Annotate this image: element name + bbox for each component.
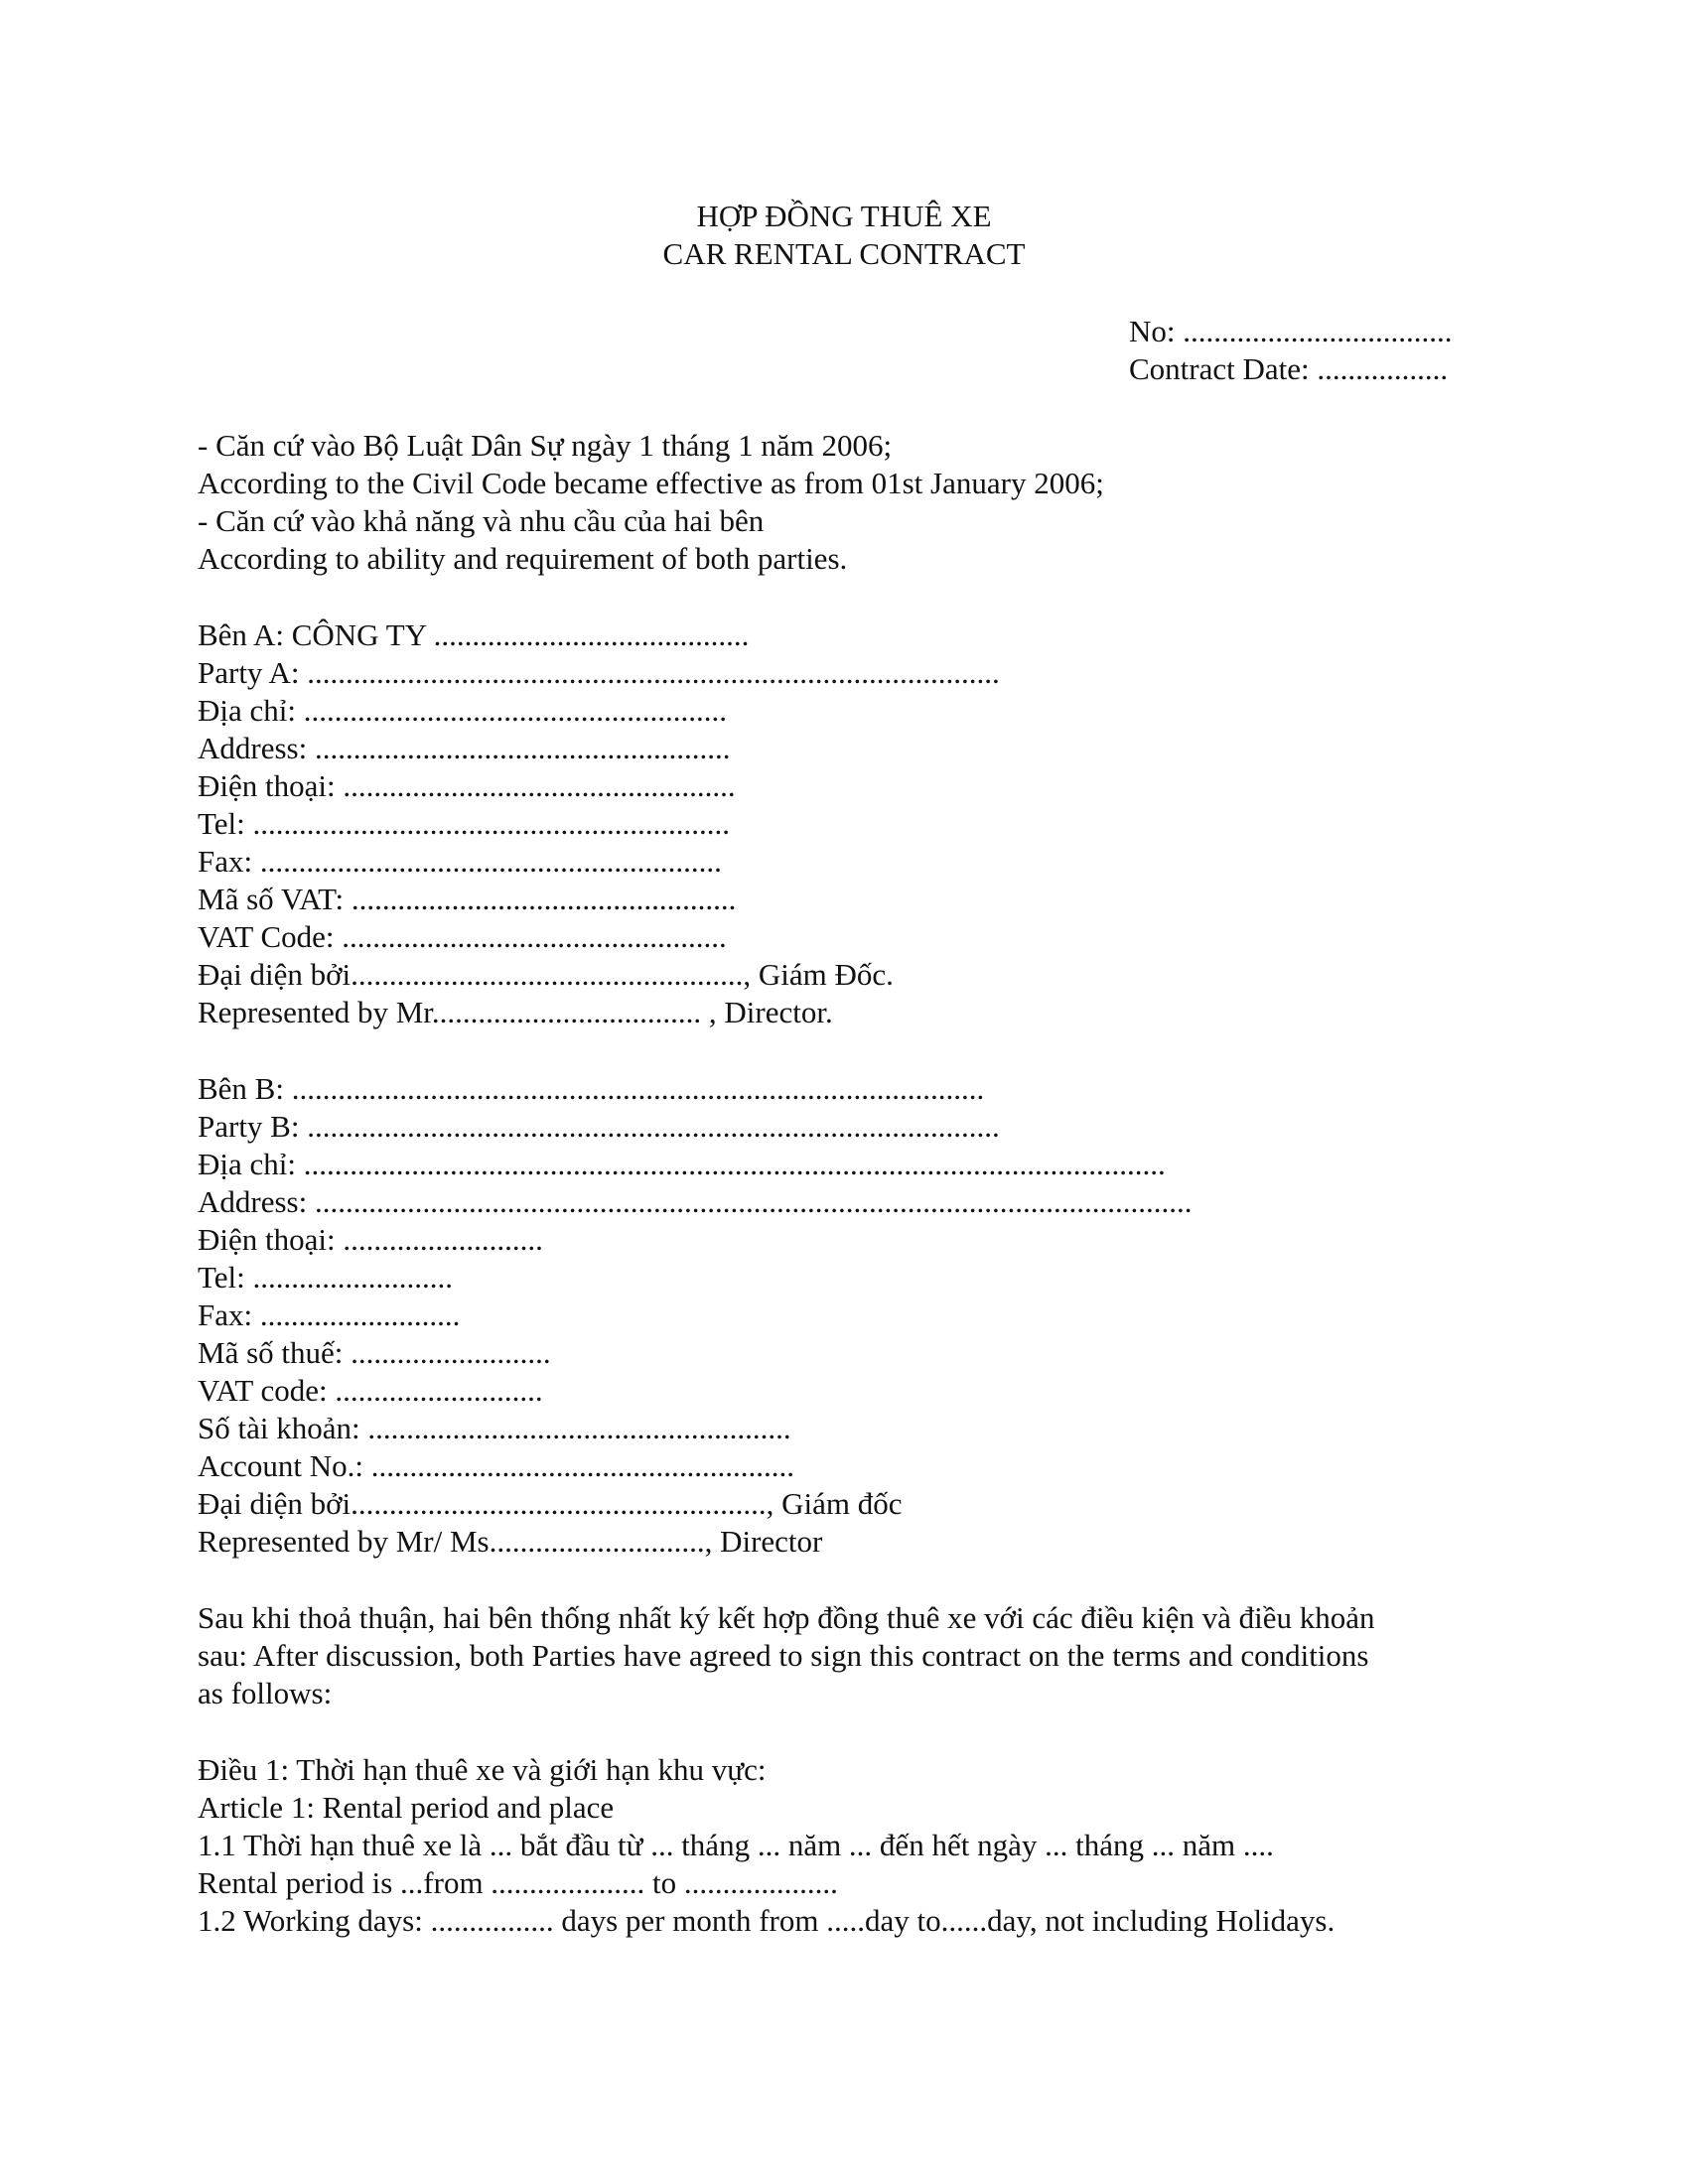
party-b-vn: Bên B: ..........................................................................................	[198, 1071, 985, 1106]
party-b-account: Account No.: .......................................................	[198, 1448, 795, 1483]
party-b-vat-code: VAT code: ...........................	[198, 1373, 543, 1408]
preamble-line: According to ability and requirement of both parties.	[198, 541, 848, 576]
preamble-line: According to the Civil Code became effective as from 01st January 2006;	[198, 466, 1104, 500]
article-1-heading: Article 1: Rental period and place	[198, 1790, 615, 1825]
article-1-2: 1.2 Working days: ................ days per month from .....day to......day, not including Holidays.	[198, 1903, 1336, 1938]
party-a-vat-code: VAT Code: ..................................................	[198, 919, 727, 954]
party-a-address: Address: ......................................................	[198, 731, 731, 765]
party-a-tel: Tel: ..............................................................	[198, 806, 731, 841]
party-a-name: Party A: ..........................................................................................	[198, 655, 1000, 690]
party-a-fax: Fax: ............................................................	[198, 844, 722, 879]
contract-number: No: ...................................	[1129, 314, 1453, 348]
party-b-tax-code-vn: Mã số thuế: ..........................	[198, 1335, 551, 1370]
agreement-line: Sau khi thoả thuận, hai bên thống nhất ký kết hợp đồng thuê xe với các điều kiện và điều khoản	[198, 1600, 1375, 1635]
party-b-address-vn: Địa chỉ: ................................................................................................................	[198, 1147, 1166, 1181]
party-b-name: Party B: ..........................................................................................	[198, 1109, 1000, 1144]
party-a-representative: Represented by Mr................................... , Director.	[198, 995, 833, 1029]
party-a-address-vn: Địa chỉ: .......................................................	[198, 693, 727, 728]
agreement-line: as follows:	[198, 1676, 333, 1710]
article-1-1-vn: 1.1 Thời hạn thuê xe là ... bắt đầu từ ... tháng ... năm ... đến hết ngày ... tháng ... năm ....	[198, 1828, 1274, 1862]
preamble-line: - Căn cứ vào khả năng và nhu cầu của hai bên	[198, 503, 765, 538]
party-b-tel: Tel: ..........................	[198, 1260, 454, 1295]
party-b-representative: Represented by Mr/ Ms............................, Director	[198, 1524, 823, 1559]
party-a-vat-vn: Mã số VAT: ..................................................	[198, 882, 737, 916]
party-b-representative-vn: Đại diện bởi......................................................, Giám đốc	[198, 1486, 903, 1521]
party-b-phone-vn: Điện thoại: ..........................	[198, 1222, 543, 1257]
party-b-address: Address: ..................................................................................................................	[198, 1184, 1193, 1219]
article-1-1-en: Rental period is ...from .................... to ....................	[198, 1865, 838, 1900]
preamble-line: - Căn cứ vào Bộ Luật Dân Sự ngày 1 tháng 1 năm 2006;	[198, 428, 893, 463]
title-english: CAR RENTAL CONTRACT	[662, 236, 1026, 271]
article-1-heading-vn: Điều 1: Thời hạn thuê xe và giới hạn khu vực:	[198, 1752, 767, 1787]
party-a-company: Bên A: CÔNG TY .........................................	[198, 617, 750, 652]
party-b-fax: Fax: ..........................	[198, 1297, 461, 1332]
agreement-line: sau: After discussion, both Parties have agreed to sign this contract on the terms and conditions	[198, 1638, 1369, 1673]
party-a-phone-vn: Điện thoại: ...................................................	[198, 768, 736, 803]
party-b-account-vn: Số tài khoản: .......................................................	[198, 1411, 791, 1445]
title-vietnamese: HỢP ĐỒNG THUÊ XE	[696, 199, 992, 233]
party-a-representative-vn: Đại diện bởi..................................................., Giám Đốc.	[198, 957, 894, 992]
contract-date: Contract Date: .................	[1129, 351, 1449, 386]
